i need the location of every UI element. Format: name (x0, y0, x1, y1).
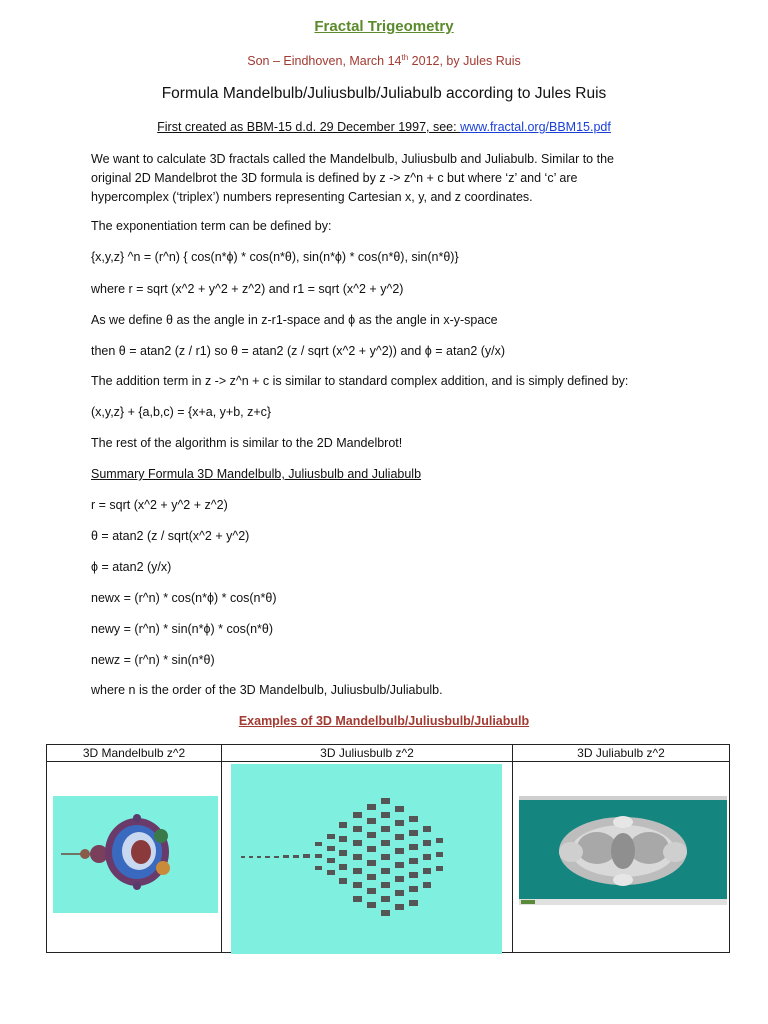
mandelbulb-label: 3D Mandelbulb z^2 (82, 746, 186, 760)
byline-date: Son – Eindhoven, March 14 (247, 54, 402, 69)
summary-newz: newz = (r^n) * sin(n*θ) (91, 653, 215, 667)
addition-heading: The addition term in z -> z^n + c is similar to standard complex addition, and is simply defined by: (91, 374, 629, 388)
examples-heading: Examples of 3D Mandelbulb/Juliusbulb/Juliabulb (238, 714, 530, 728)
created-note (0, 120, 768, 134)
r-definition: where r = sqrt (x^2 + y^2 + z^2) and r1 = sqrt (x^2 + y^2) (91, 282, 404, 296)
cell-juliusbulb (222, 745, 512, 952)
cell-mandelbulb (47, 745, 221, 952)
summary-theta: θ = atan2 (z / sqrt(x^2 + y^2) (91, 529, 250, 543)
addition-formula: (x,y,z} + {a,b,c) = {x+a, y+b, z+c} (91, 405, 272, 419)
algorithm-note: The rest of the algorithm is similar to the 2D Mandelbrot! (91, 436, 403, 450)
summary-phi: ϕ = atan2 (y/x) (91, 560, 172, 574)
order-note: where n is the order of the 3D Mandelbulb, Juliusbulb/Juliabulb. (91, 683, 443, 697)
examples-table (46, 744, 730, 953)
subtitle: Formula Mandelbulb/Juliusbulb/Juliabulb according to Jules Ruis (161, 85, 607, 102)
summary-newy: newy = (r^n) * sin(n*ϕ) * cos(n*θ) (91, 622, 274, 636)
intro-paragraph (91, 150, 651, 207)
juliusbulb-image (231, 764, 502, 954)
byline-author: 2012, by Jules Ruis (408, 54, 521, 69)
atan-definition: then θ = atan2 (z / r1) so θ = atan2 (z / sqrt (x^2 + y^2)) and ϕ = atan2 (y/x) (91, 344, 506, 358)
angle-definition: As we define θ as the angle in z-r1-space and ϕ as the angle in x-y-space (91, 313, 498, 327)
juliabulb-image (519, 796, 727, 905)
cell-juliabulb (513, 745, 729, 952)
summary-newx: newx = (r^n) * cos(n*ϕ) * cos(n*θ) (91, 591, 277, 605)
byline (0, 53, 768, 68)
exponent-formula: {x,y,z} ^n = (r^n) { cos(n*ϕ) * cos(n*θ), sin(n*ϕ) * cos(n*θ), sin(n*θ)} (91, 250, 459, 264)
byline-sup: th (401, 53, 409, 62)
juliabulb-label: 3D Juliabulb z^2 (577, 746, 665, 760)
mandelbulb-image (53, 796, 218, 913)
intro-line-3: hypercomplex (‘triplex’) numbers representing Cartesian x, y, and z coordinates. (91, 190, 533, 204)
exponent-heading: The exponentiation term can be defined by: (91, 219, 332, 233)
summary-heading: Summary Formula 3D Mandelbulb, Juliusbulb and Juliabulb (91, 467, 422, 481)
intro-line-1: We want to calculate 3D fractals called the Mandelbulb, Juliusbulb and Juliabulb. Similar to the (91, 152, 614, 166)
created-text: First created as BBM-15 d.d. 29 December 1997, see: (157, 120, 461, 134)
bbm15-link[interactable]: www.fractal.org/BBM15.pdf (460, 120, 611, 134)
juliusbulb-label: 3D Juliusbulb z^2 (320, 746, 414, 760)
summary-r: r = sqrt (x^2 + y^2 + z^2) (91, 498, 228, 512)
intro-line-2: original 2D Mandelbrot the 3D formula is defined by z -> z^n + c but where ‘z’ and ‘c’ are (91, 171, 578, 185)
page-title: Fractal Trigeometry (314, 18, 454, 35)
